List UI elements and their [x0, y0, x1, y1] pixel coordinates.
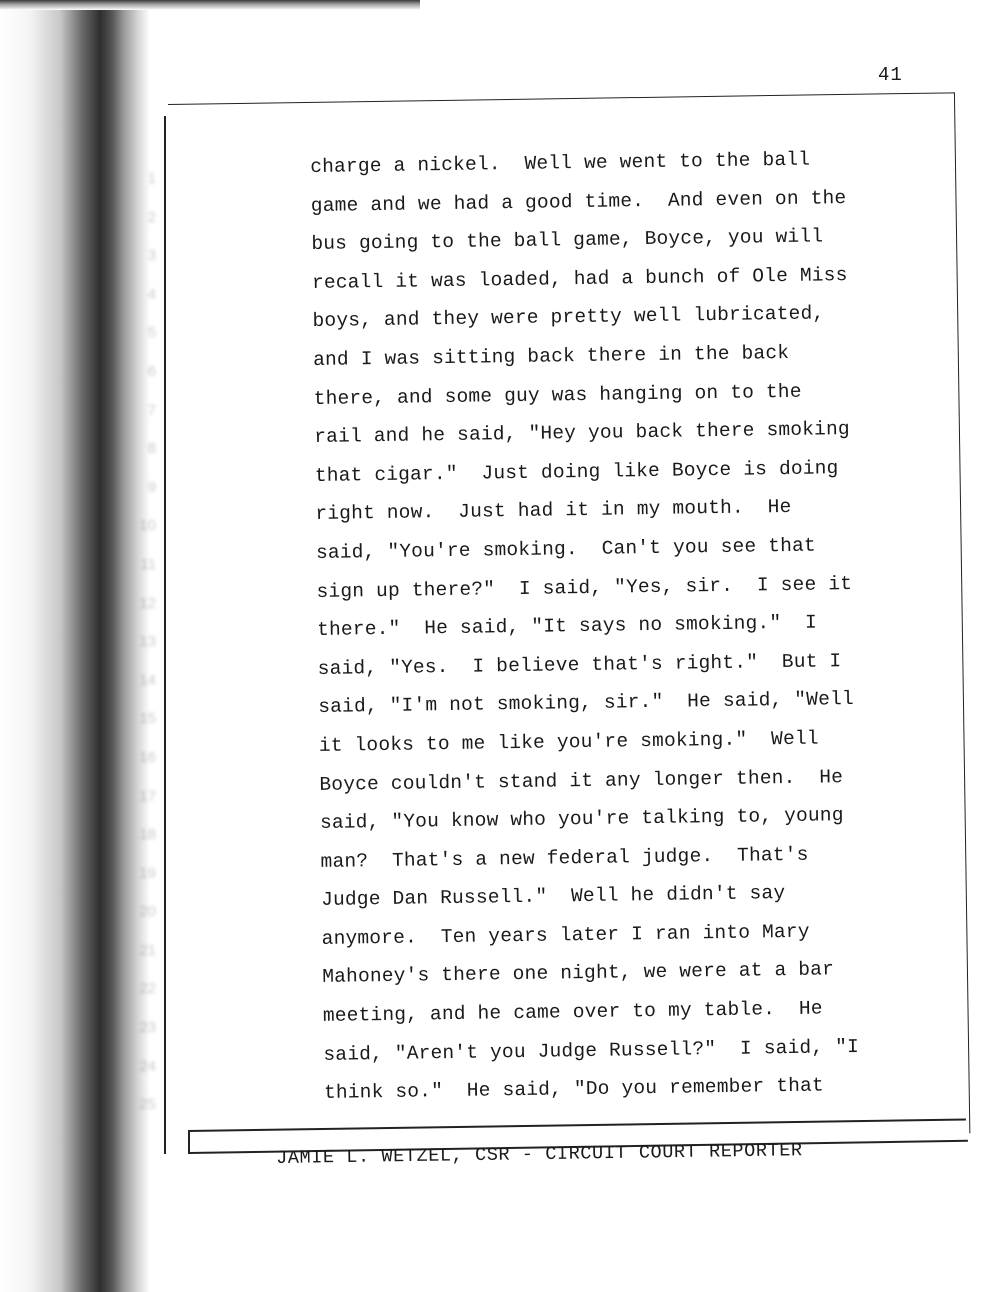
transcript-line: that cigar." Just doing like Boyce is doing — [314, 456, 839, 487]
transcript-text — [310, 139, 944, 1113]
frame-left-inner-border — [188, 1130, 190, 1154]
ghost-line-number: 15 — [139, 710, 156, 728]
transcript-line: man? That's a new federal judge. That's — [320, 843, 809, 873]
ghost-line-number: 18 — [139, 826, 156, 844]
ghost-line-number: 2 — [147, 208, 156, 226]
ghost-line-number: 6 — [147, 362, 156, 380]
ghost-line-number: 25 — [139, 1096, 156, 1114]
ghost-line-numbers — [112, 160, 156, 1125]
transcript-line: said, "You're smoking. Can't you see that — [315, 534, 817, 564]
ghost-line-number: 20 — [139, 903, 156, 921]
transcript-line: said, "You know who you're talking to, young — [319, 804, 844, 835]
ghost-line-number: 21 — [139, 941, 156, 959]
transcript-line: Boyce couldn't stand it any longer then. He — [319, 765, 844, 796]
transcript-line: said, "Aren't you Judge Russell?" I said, "I — [323, 1035, 860, 1066]
ghost-line-number: 11 — [140, 555, 156, 573]
page-number: 41 — [878, 64, 903, 86]
transcript-line: right now. Just had it in my mouth. He — [315, 496, 792, 526]
ghost-line-number: 16 — [139, 748, 156, 766]
ghost-line-number: 12 — [139, 594, 156, 612]
transcript-line: rail and he said, "Hey you back there smoking — [314, 418, 850, 449]
transcript-line: and I was sitting back there in the back — [312, 341, 790, 371]
ghost-line-number: 9 — [147, 478, 156, 496]
ghost-line-number: 7 — [147, 401, 156, 419]
ghost-line-number: 23 — [139, 1019, 156, 1037]
transcript-line: there." He said, "It says no smoking." I — [316, 611, 818, 642]
transcript-line: Judge Dan Russell." Well he didn't say — [320, 882, 786, 912]
ghost-line-number: 17 — [139, 787, 156, 805]
ghost-line-number: 19 — [139, 864, 156, 882]
transcript-line: charge a nickel. Well we went to the ball — [310, 148, 811, 178]
transcript-line: Mahoney's there one night, we were at a bar — [322, 958, 835, 989]
ghost-line-number: 22 — [139, 980, 156, 998]
transcript-line: game and we had a good time. And even on the — [310, 186, 847, 217]
transcript-line: bus going to the ball game, Boyce, you will — [311, 225, 824, 256]
transcript-line: recall it was loaded, had a bunch of Ole Miss — [311, 263, 848, 294]
ghost-line-number: 24 — [139, 1057, 156, 1075]
transcript-line: said, "I'm not smoking, sir." He said, "Well — [318, 688, 854, 719]
reporter-footer: JAMIE L. WETZEL, CSR - CIRCUIT COURT REPORTER — [276, 1140, 803, 1169]
transcript-line: meeting, and he came over to my table. He — [322, 997, 823, 1027]
frame-left-border — [164, 116, 166, 1154]
ghost-line-number: 13 — [139, 633, 156, 651]
transcript-line: there, and some guy was hanging on to the — [313, 380, 802, 410]
ghost-line-number: 8 — [147, 440, 156, 458]
ghost-line-number: 3 — [147, 247, 156, 265]
transcript-line: it looks to me like you're smoking." Well — [318, 727, 819, 757]
transcript-line: anymore. Ten years later I ran into Mary — [321, 920, 810, 950]
transcript-line: sign up there?" I said, "Yes, sir. I see it — [316, 572, 853, 603]
ghost-line-number: 1 — [147, 170, 156, 187]
transcript-line: said, "Yes. I believe that's right." But I — [317, 649, 842, 680]
ghost-line-number: 10 — [139, 517, 156, 535]
transcript-line: think so." He said, "Do you remember that — [323, 1074, 825, 1105]
ghost-line-number: 14 — [139, 671, 156, 689]
transcript-line: boys, and they were pretty well lubricated, — [312, 302, 825, 333]
ghost-line-number: 5 — [147, 324, 156, 342]
binding-shadow-top — [0, 0, 420, 10]
ghost-line-number: 4 — [147, 285, 156, 303]
